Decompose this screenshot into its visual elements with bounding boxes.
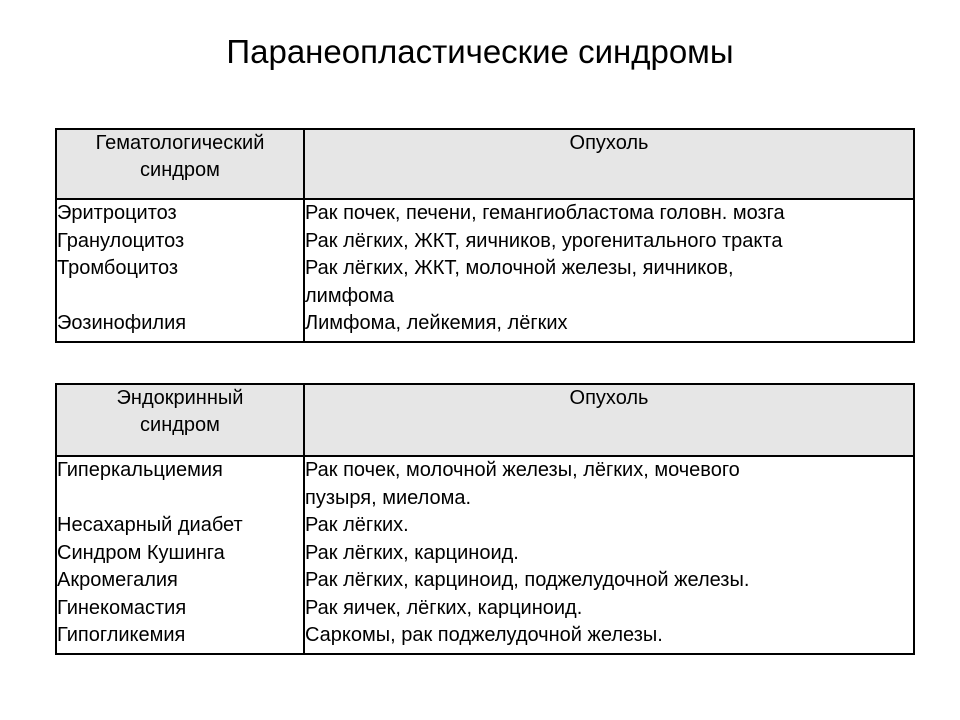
tumor-item: Рак лёгких. — [305, 514, 409, 536]
header-tumor-cell: Опухоль — [304, 384, 914, 456]
table-header-row — [56, 129, 914, 199]
header-syndrome-cell — [56, 129, 304, 199]
tumor-list-cell — [304, 456, 914, 654]
syndrome-item: Эритроцитоз — [57, 202, 177, 224]
syndrome-item: Гиперкальциемия — [57, 459, 223, 481]
header-syndrome-line: Гематологический — [95, 132, 265, 154]
table-header-row — [56, 384, 914, 456]
tumor-list-cell — [304, 199, 914, 342]
tumor-item: Рак яичек, лёгких, карциноид. — [305, 596, 583, 619]
tumor-item: Рак лёгких, ЖКТ, молочной железы, яичников, — [305, 257, 734, 279]
tumor-item: Саркомы, рак поджелудочной железы. — [305, 624, 663, 646]
tumor-item: Рак лёгких, карциноид. — [305, 541, 519, 564]
tumor-item: Рак почек, печени, гемангиобластома головн. мозга — [305, 202, 785, 224]
syndrome-list-cell — [56, 199, 304, 342]
syndrome-item: Синдром Кушинга — [57, 541, 225, 564]
table-body-row — [56, 199, 914, 342]
header-syndrome-cell — [56, 384, 304, 456]
syndrome-item: Гранулоцитоз — [57, 229, 185, 252]
header-syndrome-line: синдром — [140, 414, 220, 436]
header-syndrome-line: синдром — [140, 159, 220, 181]
syndrome-item: Акромегалия — [57, 569, 178, 591]
page-title: Паранеопластические синдромы — [226, 33, 734, 70]
syndrome-item: Несахарный диабет — [57, 514, 243, 536]
spacer-line — [57, 485, 303, 513]
tumor-item: Лимфома, лейкемия, лёгких — [305, 312, 568, 334]
spacer-line — [57, 283, 303, 311]
tumor-item: Рак лёгких, ЖКТ, яичников, урогенитального тракта — [305, 229, 783, 252]
tumor-item: пузыря, миелома. — [305, 486, 472, 509]
syndrome-list-cell — [56, 456, 304, 654]
table-body-row — [56, 456, 914, 654]
syndrome-item: Эозинофилия — [57, 312, 187, 334]
tumor-item: лимфома — [305, 284, 395, 307]
tumor-item: Рак почек, молочной железы, лёгких, мочевого — [305, 459, 740, 481]
header-syndrome-line: Эндокринный — [116, 387, 244, 409]
header-tumor-cell: Опухоль — [304, 129, 914, 199]
syndrome-item: Гинекомастия — [57, 596, 187, 619]
syndrome-item: Гипогликемия — [57, 624, 186, 646]
syndrome-item: Тромбоцитоз — [57, 257, 179, 279]
hematology-syndromes-table — [55, 128, 915, 343]
endocrine-syndromes-table — [55, 383, 915, 655]
tumor-item: Рак лёгких, карциноид, поджелудочной железы. — [305, 569, 750, 591]
